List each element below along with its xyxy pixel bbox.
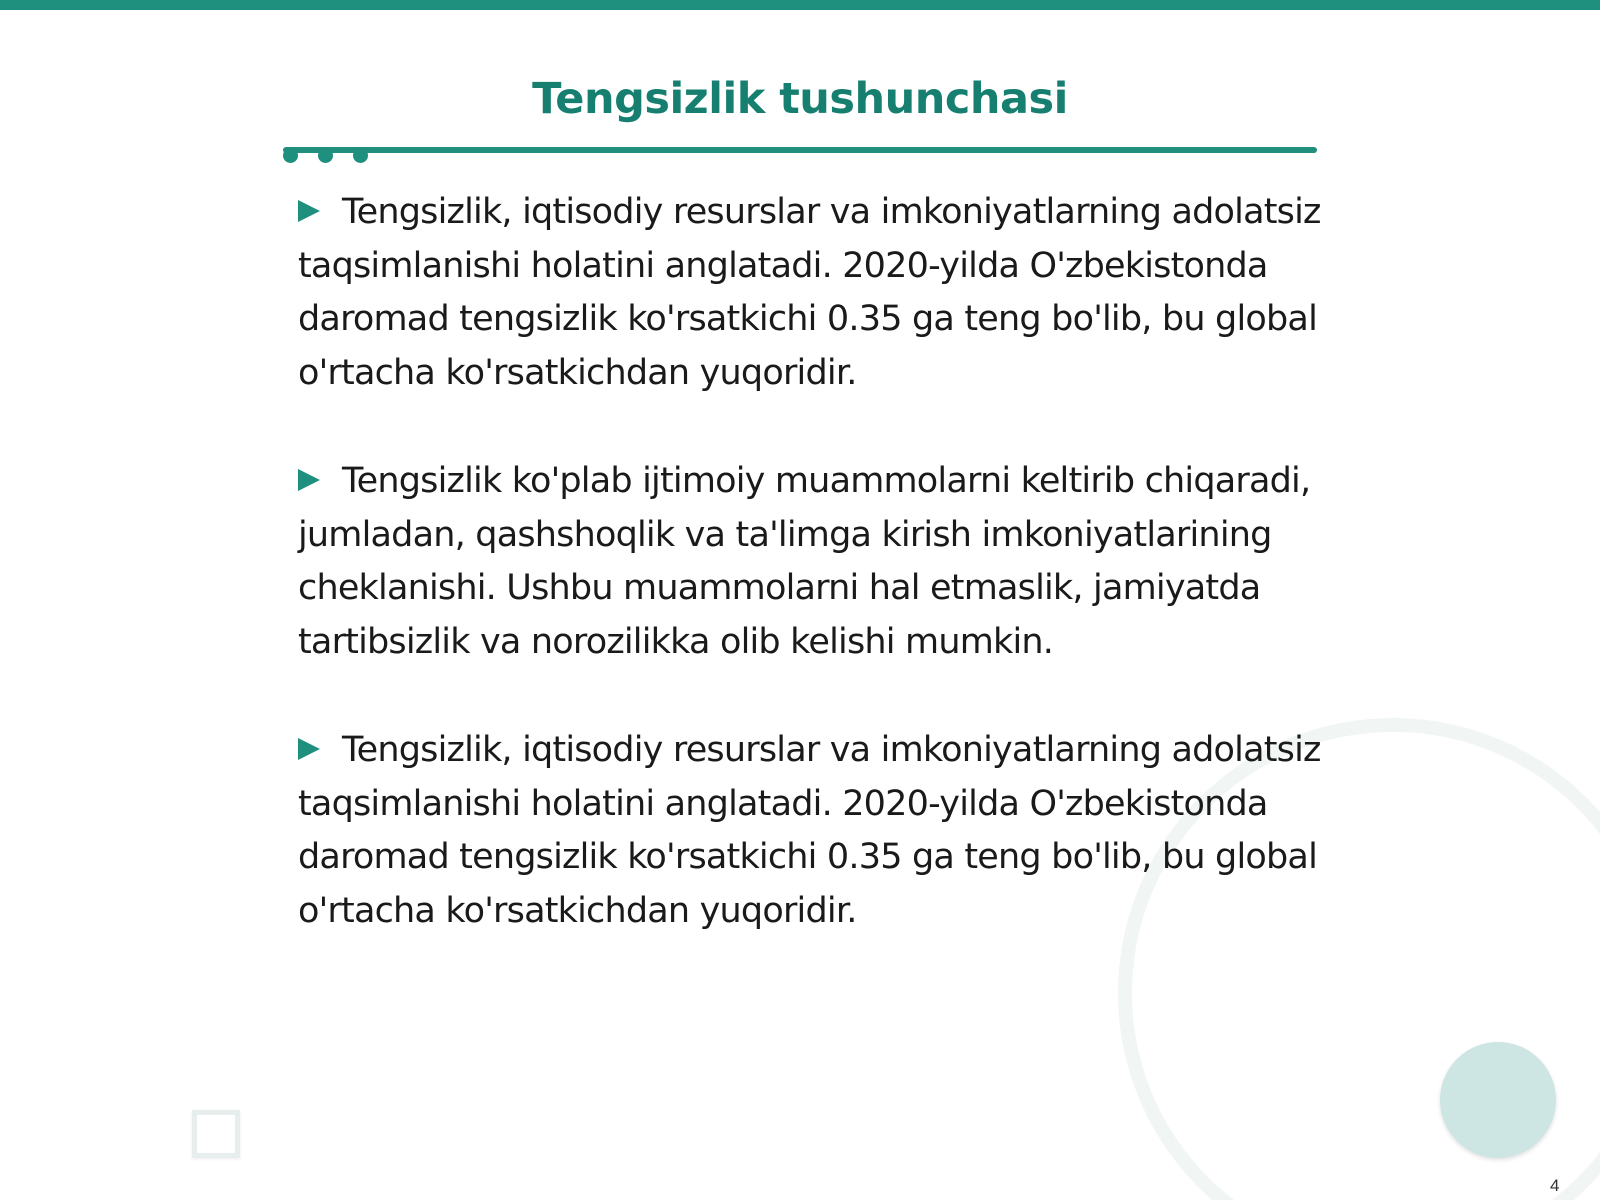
triangle-bullet-icon <box>298 469 320 491</box>
page-number: 4 <box>1550 1176 1560 1195</box>
triangle-bullet-icon <box>298 738 320 760</box>
decorative-circle <box>1440 1042 1556 1158</box>
decorative-square <box>192 1110 240 1158</box>
bullet-text-1: Tengsizlik, iqtisodiy resurslar va imkoniyatlarning adolatsiz taqsimlanishi holatini anglatadi. 2020-yilda O'zbekistonda daromad tengsizlik ko'rsatkichi 0.35 ga teng bo'lib, bu global o'rtacha ko'rsatkichdan yuqoridir. <box>298 192 1321 393</box>
bullet-paragraph-2 <box>298 455 1328 669</box>
top-accent-bar <box>0 0 1600 10</box>
underline-dot-2 <box>318 148 333 163</box>
triangle-bullet-icon <box>298 200 320 222</box>
bullet-paragraph-1 <box>298 186 1328 400</box>
bullet-text-3: Tengsizlik, iqtisodiy resurslar va imkoniyatlarning adolatsiz taqsimlanishi holatini anglatadi. 2020-yilda O'zbekistonda daromad tengsizlik ko'rsatkichi 0.35 ga teng bo'lib, bu global o'rtacha ko'rsatkichdan yuqoridir. <box>298 730 1321 931</box>
bullet-paragraph-3 <box>298 724 1328 938</box>
underline-dot-3 <box>353 148 368 163</box>
slide-body <box>298 186 1328 993</box>
title-underline <box>283 147 1317 153</box>
slide-title: Tengsizlik tushunchasi <box>532 74 1068 124</box>
underline-dot-1 <box>283 148 298 163</box>
bullet-text-2: Tengsizlik ko'plab ijtimoiy muammolarni keltirib chiqaradi, jumladan, qashshoqlik va ta'limga kirish imkoniyatlarining cheklanishi. Ushbu muammolarni hal etmaslik, jamiyatda tartibsizlik va norozilikka olib kelishi mumkin. <box>298 461 1311 662</box>
